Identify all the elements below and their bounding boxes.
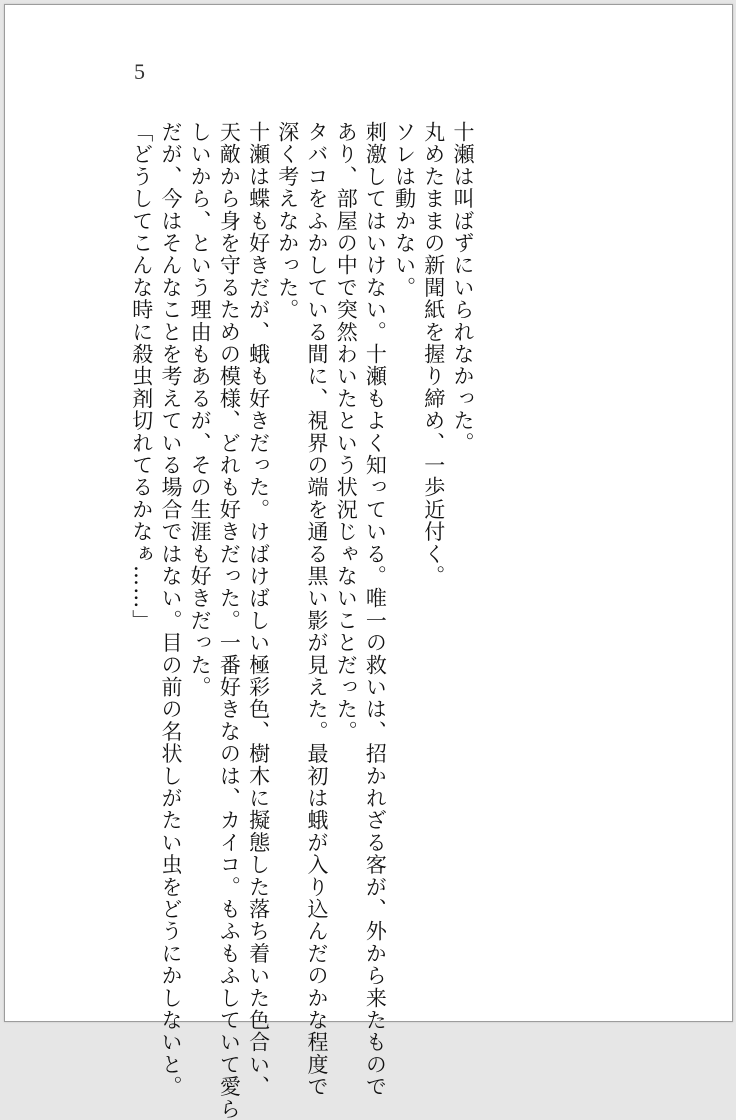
text-line: しいから、という理由もあるが、その生涯も好きだった。 [188,121,213,699]
text-line: 「どうしてこんな時に殺虫剤切れてるかなぁ……」 [129,121,154,632]
text-line: 天敵から身を守るための模様、どれも好きだった。一番好きなのは、カイコ。もふもふしていて愛ら [217,121,242,1120]
text-line: あり、部屋の中で突然わいたという状況じゃないことだった。 [334,121,359,743]
page-number: 5 [134,59,145,84]
text-line: 丸めたままの新聞紙を握り締め、一歩近付く。 [421,121,446,588]
vertical-text-body [127,121,477,1120]
text-line: 十瀬は蝶も好きだが、蛾も好きだった。けばけばしい極彩色、樹木に擬態した落ち着いた色合い、 [246,121,271,1098]
text-line: タバコをふかしている間に、視界の端を通る黒い影が見えた。最初は蛾が入り込んだのかな程度で [304,121,329,1098]
text-line: 十瀬は叫ばずにいられなかった。 [451,121,475,454]
text-line: 深く考えなかった。 [275,121,300,321]
text-line: 刺激してはいけない。十瀬もよく知っている。唯一の救いは、招かれざる客が、外から来たもので [363,121,388,1098]
text-line: だが、今はそんなことを考えている場合ではない。目の前の名状しがたい虫をどうにかしないと。 [158,121,183,1098]
text-line: ソレは動かない。 [392,121,417,299]
document-page [4,4,733,1120]
